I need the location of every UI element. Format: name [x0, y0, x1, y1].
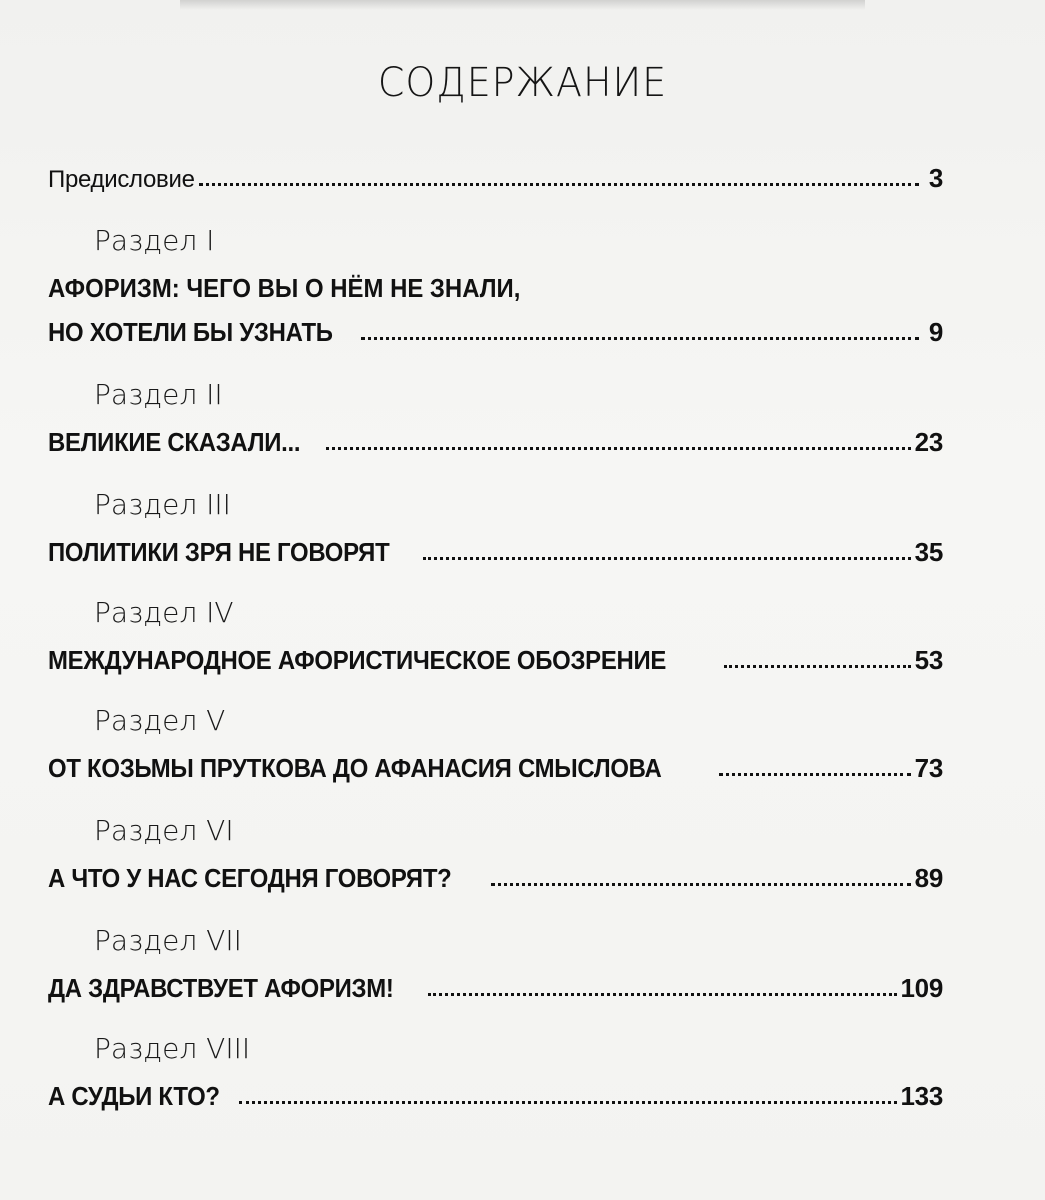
page-number: 89 [914, 863, 943, 893]
toc-line [48, 524, 943, 568]
toc-entry-section-3[interactable] [48, 486, 943, 568]
page-edge-shadow [180, 0, 865, 10]
toc-line [48, 260, 943, 304]
section-label: Раздел III [94, 488, 231, 521]
toc-entry-title: ВЕЛИКИЕ СКАЗАЛИ... [48, 427, 301, 457]
toc-entry-title: ДА ЗДРАВСТВУЕТ АФОРИЗМ! [48, 973, 394, 1003]
section-label: Раздел II [94, 378, 223, 411]
toc-line [48, 740, 943, 784]
dot-leader [719, 773, 911, 776]
toc-entry-section-7[interactable] [48, 922, 943, 1004]
toc-entry-preface[interactable] [48, 150, 943, 194]
toc-entry-section-1[interactable] [48, 222, 943, 348]
toc-entry-title: НО ХОТЕЛИ БЫ УЗНАТЬ [48, 317, 333, 347]
section-label: Раздел VIII [94, 1032, 251, 1065]
page-number: 35 [914, 537, 943, 567]
page-number: 23 [914, 427, 943, 457]
page-number: 3 [928, 163, 943, 193]
toc-entry-title: А ЧТО У НАС СЕГОДНЯ ГОВОРЯТ? [48, 863, 452, 893]
toc-line [48, 632, 943, 676]
toc-entry-title: ПОЛИТИКИ ЗРЯ НЕ ГОВОРЯТ [48, 537, 390, 567]
dot-leader [199, 183, 919, 186]
dot-leader [491, 883, 911, 886]
section-label: Раздел VI [94, 814, 234, 847]
dot-leader [428, 993, 897, 996]
toc-entry-section-5[interactable] [48, 702, 943, 784]
toc-entry-title: ОТ КОЗЬМЫ ПРУТКОВА ДО АФАНАСИЯ СМЫСЛОВА [48, 753, 662, 783]
toc-line [48, 304, 943, 348]
toc-entry-section-2[interactable] [48, 376, 943, 458]
page-title: СОДЕРЖАНИЕ [377, 60, 668, 106]
dot-leader [239, 1101, 897, 1104]
page-number: 53 [914, 645, 943, 675]
dot-leader [326, 447, 910, 450]
toc-line [48, 150, 943, 194]
toc-entry-section-6[interactable] [48, 812, 943, 894]
toc-entry-title: Предисловие [48, 166, 195, 193]
dot-leader [361, 337, 919, 340]
toc-entry-title: А СУДЬИ КТО? [48, 1081, 220, 1111]
dot-leader [724, 665, 911, 668]
page-number: 9 [928, 317, 943, 347]
toc-entry-section-4[interactable] [48, 594, 943, 676]
toc-entry-section-8[interactable] [48, 1030, 943, 1112]
section-label: Раздел V [94, 704, 226, 737]
toc-line [48, 850, 943, 894]
section-label: Раздел VII [94, 924, 242, 957]
page-number: 109 [900, 973, 943, 1003]
page-number: 73 [914, 753, 943, 783]
toc-entry-title: АФОРИЗМ: ЧЕГО ВЫ О НЁМ НЕ ЗНАЛИ, [48, 273, 521, 303]
section-label: Раздел IV [94, 596, 234, 629]
toc-line [48, 960, 943, 1004]
toc-line [48, 1068, 943, 1112]
dot-leader [423, 557, 911, 560]
page-number: 133 [900, 1081, 943, 1111]
toc-entry-title: МЕЖДУНАРОДНОЕ АФОРИСТИЧЕСКОЕ ОБОЗРЕНИЕ [48, 645, 667, 675]
section-label: Раздел I [94, 224, 215, 257]
toc-line [48, 414, 943, 458]
